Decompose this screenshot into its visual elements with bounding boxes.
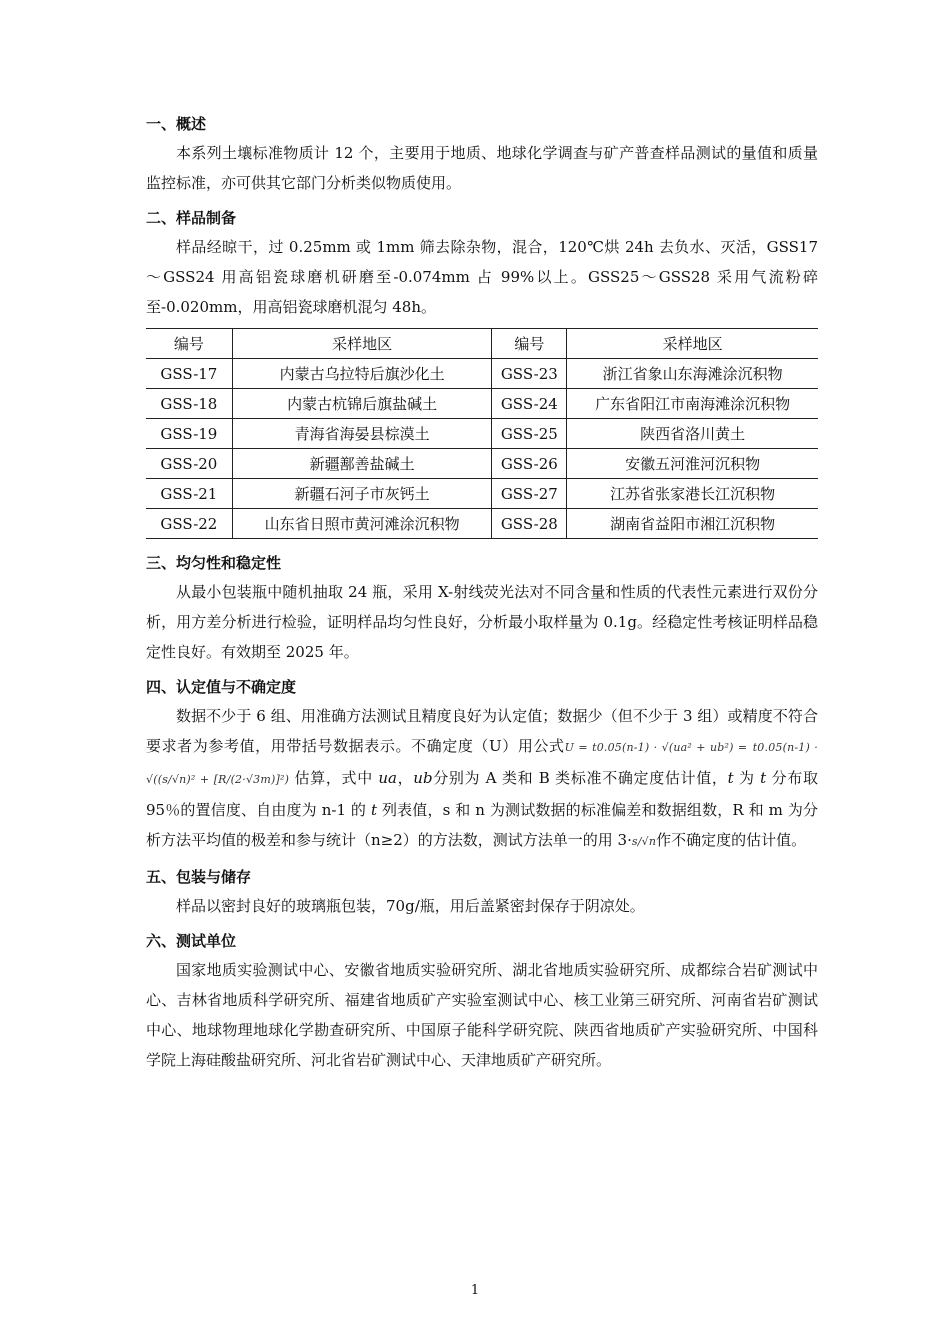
symbol-t: t [371, 801, 378, 819]
cell-region: 湖南省益阳市湘江沉积物 [610, 515, 776, 533]
cell-id: GSS-20 [146, 449, 232, 479]
cell-region: 陕西省洛川黄土 [640, 425, 746, 443]
cell-region: 内蒙古杭锦后旗盐碱土 [232, 389, 492, 419]
comma: ， [396, 769, 414, 787]
uncertainty-text-6: 列表值，s 和 n 为测试数据的标准偏差和数据组数，R 和 m 为分析方法平均值的极差和参与统计（n≥2）的方法数，测试方法单一的用 3· [146, 801, 818, 849]
document-page [146, 110, 818, 1081]
table-row [146, 479, 818, 509]
cell-id: GSS-27 [492, 479, 567, 509]
section-5-paragraph: 样品以密封良好的玻璃瓶包装，70g/瓶，用后盖紧密封保存于阴凉处。 [176, 897, 645, 915]
cell-id: GSS-17 [146, 359, 232, 389]
table-row [146, 419, 818, 449]
section-1-paragraph: 本系列土壤标准物质计 12 个，主要用于地质、地球化学调查与矿产普查样品测试的量值和质量监控标准，亦可供其它部门分析类似物质使用。 [146, 144, 818, 192]
uncertainty-text-3: 分别为 A 类和 B 类标准不确定度估计值， [432, 769, 728, 787]
cell-id: GSS-25 [492, 419, 567, 449]
table-row [146, 509, 818, 539]
symbol-ua: ua [378, 769, 397, 787]
section-2-paragraph: 样品经晾干，过 0.25mm 或 1mm 筛去除杂物，混合，120℃烘 24h 去负水、灭活，GSS17～GSS24 用高铝瓷球磨机研磨至-0.074mm 占 99%以上。GSS25～GSS28 采用气流粉碎至-0.020mm，用高铝瓷球磨机混匀 48h。 [146, 238, 818, 316]
header-id-2: 编号 [492, 329, 567, 359]
symbol-ub: ub [413, 769, 433, 787]
uncertainty-formula-3: s/√n [631, 835, 657, 848]
section-5-heading: 五、包装与储存 [146, 868, 252, 886]
page-number: 1 [470, 1283, 480, 1298]
table-header-row [146, 329, 818, 359]
table-row [146, 449, 818, 479]
symbol-t: t [727, 769, 734, 787]
cell-region: 新疆石河子市灰钙土 [232, 479, 492, 509]
section-4-paragraph [146, 701, 818, 857]
cell-region: 内蒙古乌拉特后旗沙化土 [232, 359, 492, 389]
cell-id: GSS-19 [146, 419, 232, 449]
cell-id: GSS-28 [492, 509, 567, 539]
cell-id: GSS-24 [492, 389, 567, 419]
header-id-1: 编号 [146, 329, 232, 359]
uncertainty-formula-2: t0.05(n-1) · √((s/√n)² + [R/(2·√3m)]²) [146, 741, 818, 786]
table-row [146, 359, 818, 389]
header-region-2: 采样地区 [662, 335, 723, 353]
section-3-heading: 三、均匀性和稳定性 [146, 554, 282, 572]
header-region-1: 采样地区 [232, 329, 492, 359]
table-row [146, 389, 818, 419]
section-2-heading: 二、样品制备 [146, 209, 237, 227]
cell-region: 山东省日照市黄河滩涂沉积物 [232, 509, 492, 539]
cell-region: 青海省海晏县棕漠土 [232, 419, 492, 449]
cell-id: GSS-21 [146, 479, 232, 509]
symbol-t: t [760, 769, 767, 787]
cell-id: GSS-22 [146, 509, 232, 539]
uncertainty-formula-1: U = t0.05(n-1) · √(ua² + ub²) = [564, 741, 748, 754]
uncertainty-text-2: 估算，式中 [289, 769, 379, 787]
cell-region: 广东省阳江市南海滩涂沉积物 [595, 395, 791, 413]
section-4-heading: 四、认定值与不确定度 [146, 678, 297, 696]
sample-table [146, 328, 818, 539]
uncertainty-text-7: 作不确定度的估计值。 [656, 831, 807, 849]
cell-region: 安徽五河淮河沉积物 [625, 455, 761, 473]
cell-region: 新疆鄯善盐碱土 [232, 449, 492, 479]
section-3-paragraph: 从最小包装瓶中随机抽取 24 瓶，采用 X-射线荧光法对不同含量和性质的代表性元素进行双份分析，用方差分析进行检验，证明样品均匀性良好，分析最小取样量为 0.1g。经稳定性考核证明样品稳定性良好。有效期至 2025 年。 [146, 583, 818, 661]
uncertainty-text-4: 为 [733, 769, 761, 787]
cell-id: GSS-18 [146, 389, 232, 419]
cell-region: 浙江省象山东海滩涂沉积物 [602, 365, 783, 383]
uncertainty-text-5: 分布取 95％的置信度、自由度为 n-1 的 [146, 769, 818, 819]
section-1-heading: 一、概述 [146, 115, 207, 133]
section-6-heading: 六、测试单位 [146, 932, 237, 950]
cell-id: GSS-23 [492, 359, 567, 389]
cell-region: 江苏省张家港长江沉积物 [610, 485, 776, 503]
section-6-paragraph: 国家地质实验测试中心、安徽省地质实验研究所、湖北省地质实验研究所、成都综合岩矿测试中心、吉林省地质科学研究所、福建省地质矿产实验室测试中心、核工业第三研究所、河南省岩矿测试中心、地球物理地球化学勘查研究所、中国原子能科学研究院、陕西省地质矿产实验研究所、中国科学院上海硅酸盐研究所、河北省岩矿测试中心、天津地质矿产研究所。 [146, 961, 818, 1069]
cell-id: GSS-26 [492, 449, 567, 479]
uncertainty-text-1: 数据不少于 6 组、用准确方法测试且精度良好为认定值；数据少（但不少于 3 组）或精度不符合要求者为参考值，用带括号数据表示。不确定度（U）用公式 [146, 707, 818, 755]
